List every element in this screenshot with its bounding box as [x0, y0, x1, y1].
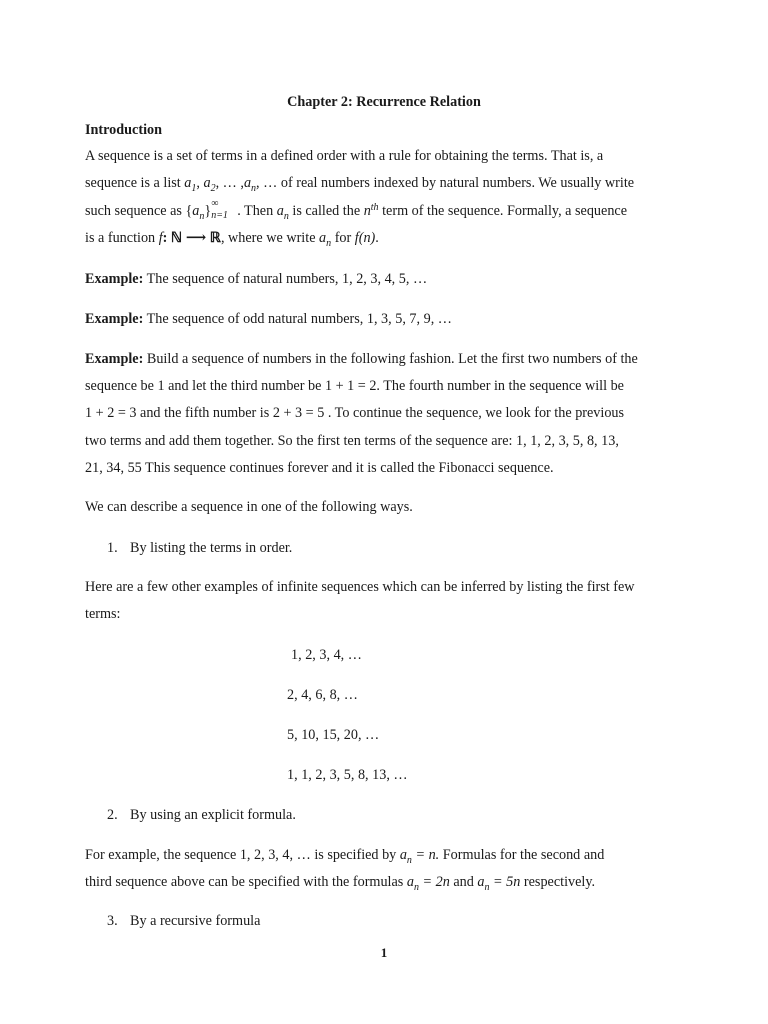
example-2: Example: The sequence of odd natural numbers, 1, 3, 5, 7, 9, … — [85, 311, 452, 327]
example-3-line-1: Example: Build a sequence of numbers in the following fashion. Let the first two numbers of the — [85, 351, 638, 367]
list-item-3-text: By a recursive formula — [130, 913, 261, 929]
list-item-3-number: 3. — [107, 913, 118, 929]
example-3-line-2: sequence be 1 and let the third number be 1 + 1 = 2. The fourth number in the sequence will be — [85, 378, 624, 394]
sequence-example-1: 1, 2, 3, 4, … — [291, 647, 362, 663]
intro-line-1: A sequence is a set of terms in a defined order with a rule for obtaining the terms. That is, a — [85, 148, 604, 164]
page-number: 1 — [380, 945, 388, 960]
example-3-line-3: 1 + 2 = 3 and the fifth number is 2 + 3 = 5 . To continue the sequence, we look for the previous — [85, 405, 625, 421]
intro-line-4: is a function f: ℕ ⟶ ℝ, where we write $a_n$ for f(n). — [85, 230, 379, 249]
infinite-line-1: Here are a few other examples of infinite sequences which can be inferred by listing the first few — [85, 579, 635, 595]
sequence-example-3: 5, 10, 15, 20, … — [287, 727, 380, 743]
list-item-2-text: By using an explicit formula. — [130, 807, 296, 823]
example-3-line-5: 21, 34, 55 This sequence continues forever and it is called the Fibonacci sequence. — [85, 460, 554, 476]
sequence-example-4: 1, 1, 2, 3, 5, 8, 13, … — [287, 767, 408, 783]
list-item-2-number: 2. — [107, 807, 118, 823]
infinite-line-2: terms: — [85, 606, 121, 622]
chapter-title: Chapter 2: Recurrence Relation — [287, 94, 481, 110]
example-3-line-4: two terms and add them together. So the first ten terms of the sequence are: 1, 1, 2, 3, 5, 8, 13, — [85, 433, 619, 449]
formula-line-2: third sequence above can be specified with the formulas $a_n = 2n$ and $a_n = 5n$ respectively. — [85, 874, 596, 893]
sequence-example-2: 2, 4, 6, 8, … — [287, 687, 358, 703]
example-1: Example: The sequence of natural numbers, 1, 2, 3, 4, 5, … — [85, 271, 428, 287]
formula-line-1: For example, the sequence 1, 2, 3, 4, … is specified by $a_n = n$. Formulas for the second and — [85, 847, 605, 866]
list-item-1-text: By listing the terms in order. — [130, 540, 293, 556]
intro-heading: Introduction — [85, 122, 162, 138]
intro-line-2: sequence is a list $a_1$, $a_2$, … $,a_n$, … of real numbers indexed by natural numbers. We usually write — [85, 175, 635, 194]
describe-text: We can describe a sequence in one of the following ways. — [85, 499, 413, 515]
list-item-1-number: 1. — [107, 540, 118, 556]
intro-line-3: such sequence as $\{a_n\}$ ∞ n=1 . Then $a_n$ is called the $n^{th}$ term of the sequence. Formally, a sequence — [85, 198, 628, 222]
